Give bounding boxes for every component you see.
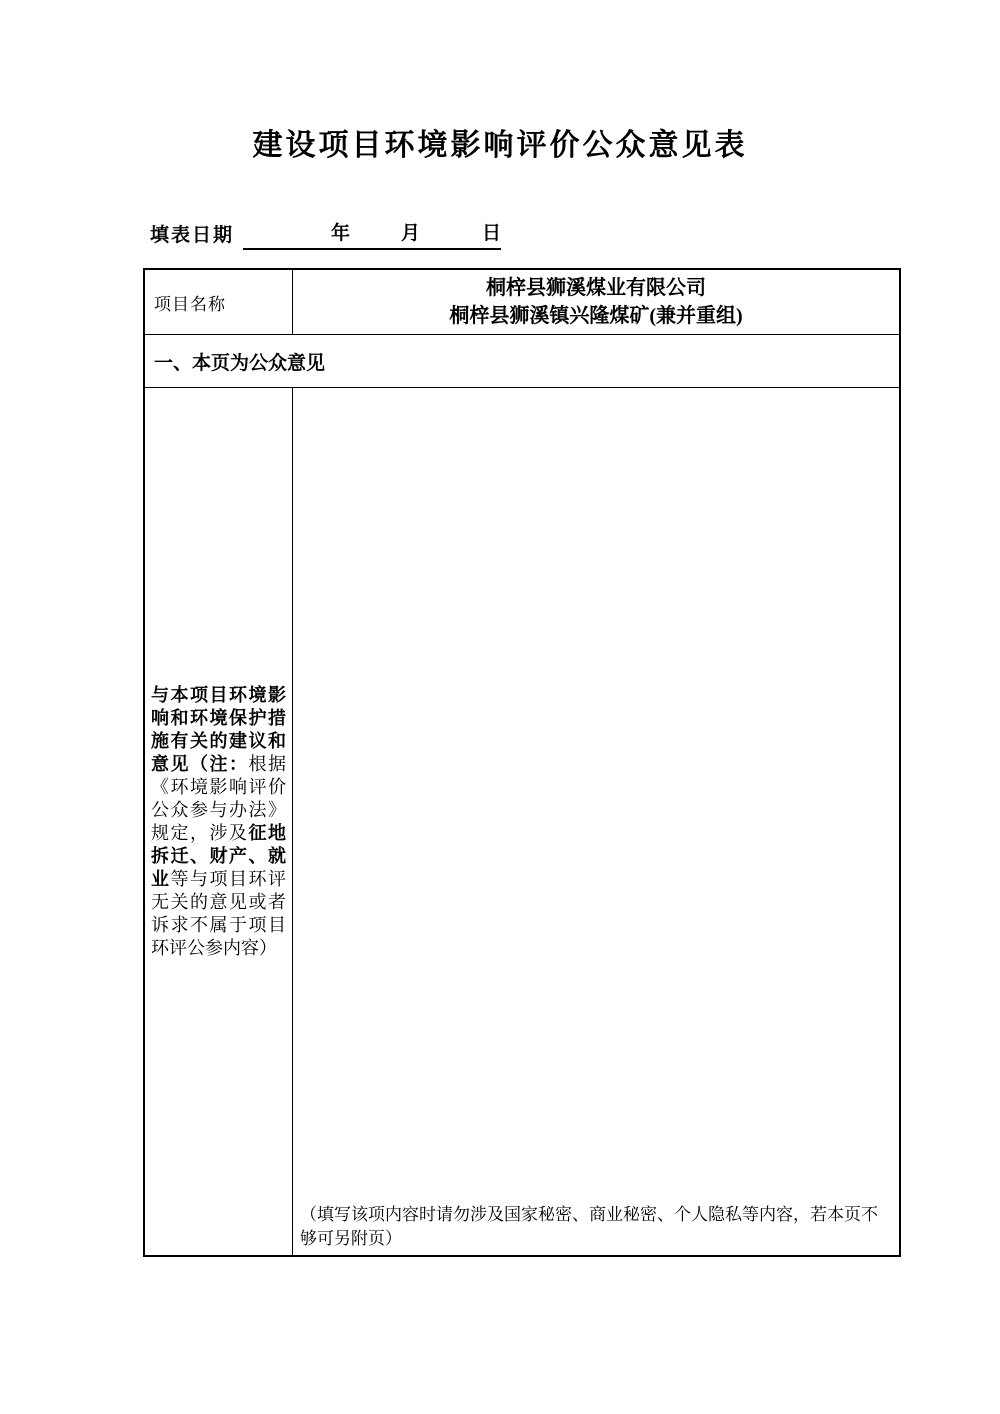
opinion-label-cell — [145, 388, 293, 1255]
date-day-blank[interactable] — [420, 229, 482, 248]
date-label: 填表日期 — [150, 224, 235, 246]
opinion-label-regular-2: 等与项目环评无关的意见或者诉求不属于项目环评公参内容） — [151, 868, 286, 958]
opinion-form-table — [143, 268, 901, 1257]
opinion-label-bold-1: 与本项目环境影响和环境保护措施有关的建议和意见（注： — [151, 684, 286, 775]
opinion-label-regular-1: 根据《环境影响评价公众参与办法》规定，涉及 — [151, 753, 286, 843]
project-name-value-cell — [293, 270, 899, 334]
opinion-label-text — [151, 684, 286, 960]
project-mine-name: 桐梓县狮溪镇兴隆煤矿(兼并重组) — [449, 305, 743, 327]
opinion-note: （填写该项内容时请勿涉及国家秘密、商业秘密、个人隐私等内容，若本页不够可另附页） — [300, 1205, 878, 1248]
opinion-input-area[interactable] — [293, 388, 899, 1197]
section-header-row — [145, 335, 899, 388]
section-header-text: 一、本页为公众意见 — [154, 351, 326, 374]
date-year-unit: 年 — [331, 222, 351, 244]
date-fill-line — [243, 219, 501, 250]
opinion-row — [145, 388, 899, 1255]
page-title: 建设项目环境影响评价公众意见表 — [252, 128, 748, 163]
opinion-label-bold-2: 征地拆迁、财产、就业 — [151, 822, 286, 890]
date-month-unit: 月 — [401, 222, 421, 244]
project-name-label-cell — [145, 270, 293, 334]
date-line — [150, 219, 501, 250]
date-year-blank[interactable] — [243, 229, 331, 248]
date-day-unit: 日 — [482, 222, 502, 244]
project-name-row — [145, 270, 899, 335]
date-month-blank[interactable] — [350, 229, 401, 248]
project-name-label: 项目名称 — [154, 294, 226, 314]
project-company-name: 桐梓县狮溪煤业有限公司 — [486, 277, 706, 299]
opinion-body-cell — [293, 388, 899, 1255]
